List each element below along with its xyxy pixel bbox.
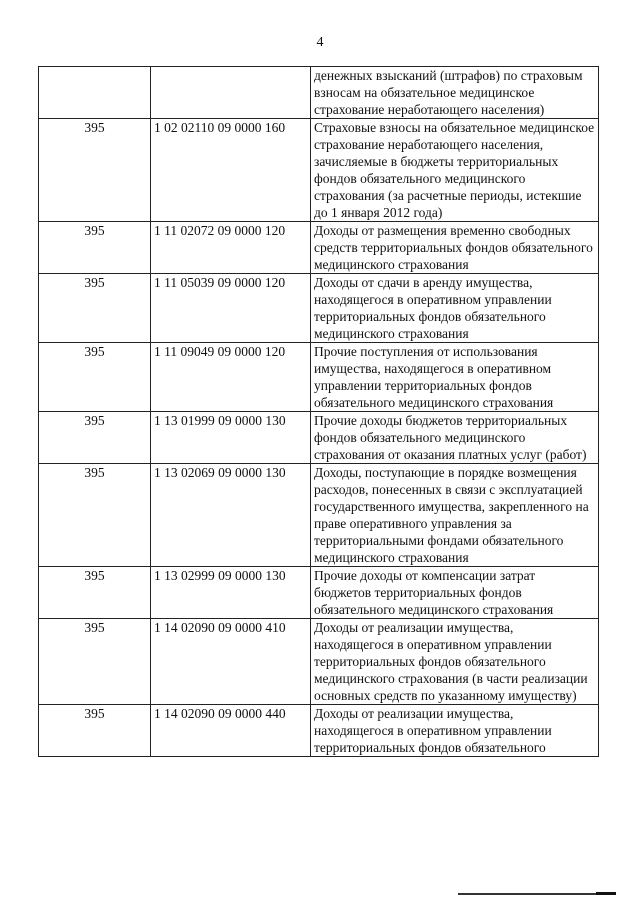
budget-code-cell <box>151 67 311 119</box>
budget-code-cell: 1 11 09049 09 0000 120 <box>151 343 311 412</box>
table-row <box>39 567 599 619</box>
budget-code-cell: 1 11 05039 09 0000 120 <box>151 274 311 343</box>
income-name-cell: Прочие поступления от использования имущества, находящегося в оперативном управлении территориальных фондов обязательного медицинского страхования <box>311 343 599 412</box>
page-number: 4 <box>316 35 324 50</box>
budget-classification-table <box>38 66 599 757</box>
footer-divider <box>458 893 610 895</box>
income-name-cell: Доходы от размещения временно свободных средств территориальных фондов обязательного медицинского страхования <box>311 222 599 274</box>
budget-code-cell: 1 13 02069 09 0000 130 <box>151 464 311 567</box>
income-name-cell: Прочие доходы от компенсации затрат бюджетов территориальных фондов обязательного медицинского страхования <box>311 567 599 619</box>
income-name-cell: Страховые взносы на обязательное медицинское страхование неработающего населения, зачисляемые в бюджеты территориальных фондов обязательного медицинского страхования (за расчетные периоды, истекшие до 1 января 2012 года) <box>311 119 599 222</box>
admin-code-cell: 395 <box>39 274 151 343</box>
table-row <box>39 222 599 274</box>
budget-code-cell: 1 13 02999 09 0000 130 <box>151 567 311 619</box>
income-name-cell: Доходы, поступающие в порядке возмещения расходов, понесенных в связи с эксплуатацией государственного имущества, закрепленного на праве оперативного управления за территориальными фондами обязательного медицинского страхования <box>311 464 599 567</box>
table-row <box>39 119 599 222</box>
budget-code-cell: 1 14 02090 09 0000 410 <box>151 619 311 705</box>
income-name-cell: денежных взысканий (штрафов) по страховым взносам на обязательное медицинское страхование неработающего населения) <box>311 67 599 119</box>
admin-code-cell: 395 <box>39 222 151 274</box>
admin-code-cell: 395 <box>39 567 151 619</box>
income-name-cell: Прочие доходы бюджетов территориальных фондов обязательного медицинского страхования от оказания платных услуг (работ) <box>311 412 599 464</box>
table-row <box>39 412 599 464</box>
table-row <box>39 619 599 705</box>
admin-code-cell <box>39 67 151 119</box>
footer-divider-mark <box>596 892 616 895</box>
admin-code-cell: 395 <box>39 464 151 567</box>
table-row <box>39 705 599 757</box>
table-row <box>39 464 599 567</box>
budget-code-cell: 1 13 01999 09 0000 130 <box>151 412 311 464</box>
income-name-cell: Доходы от сдачи в аренду имущества, находящегося в оперативном управлении территориальных фондов обязательного медицинского страхования <box>311 274 599 343</box>
table-row <box>39 67 599 119</box>
admin-code-cell: 395 <box>39 412 151 464</box>
budget-code-cell: 1 11 02072 09 0000 120 <box>151 222 311 274</box>
admin-code-cell: 395 <box>39 619 151 705</box>
budget-code-cell: 1 02 02110 09 0000 160 <box>151 119 311 222</box>
budget-code-cell: 1 14 02090 09 0000 440 <box>151 705 311 757</box>
income-name-cell: Доходы от реализации имущества, находящегося в оперативном управлении территориальных фондов обязательного медицинского страхования (в части реализации основных средств по указанному имуществу) <box>311 619 599 705</box>
admin-code-cell: 395 <box>39 119 151 222</box>
income-name-cell: Доходы от реализации имущества, находящегося в оперативном управлении территориальных фондов обязательного <box>311 705 599 757</box>
table-row <box>39 274 599 343</box>
table-row <box>39 343 599 412</box>
admin-code-cell: 395 <box>39 343 151 412</box>
admin-code-cell: 395 <box>39 705 151 757</box>
